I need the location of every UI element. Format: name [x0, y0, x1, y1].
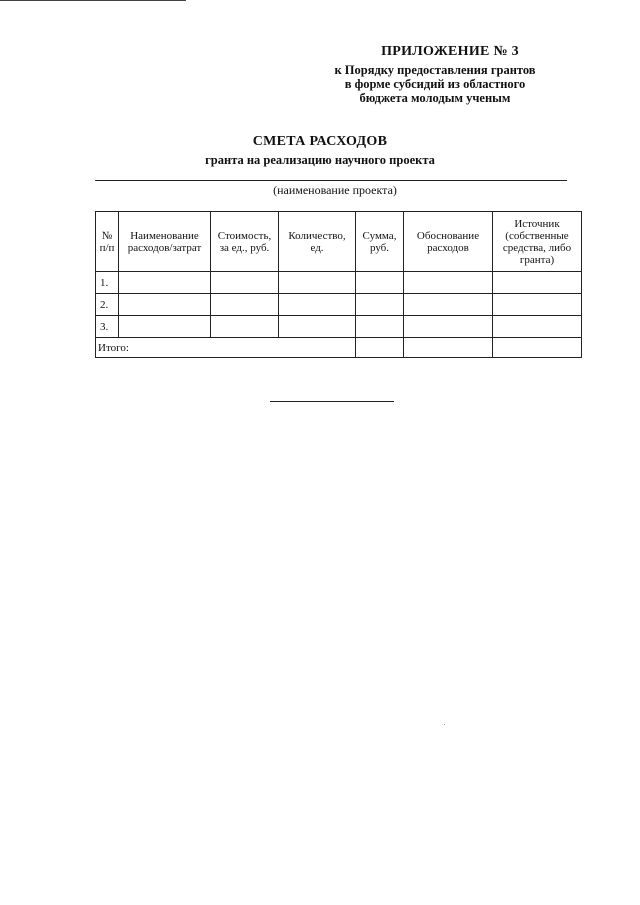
table-cell — [356, 272, 404, 294]
table-cell — [279, 316, 356, 338]
budget-table — [95, 211, 582, 358]
header-cell-justification: Обоснование расходов — [404, 212, 493, 272]
closing-rule — [270, 401, 394, 402]
row-number: 2. — [96, 294, 119, 316]
table-cell — [493, 272, 582, 294]
scan-speck — [444, 724, 445, 725]
header-cell-source: Источник (собственные средства, либо гранта) — [493, 212, 582, 272]
header-cell-quantity: Количество, ед. — [279, 212, 356, 272]
table-cell — [356, 294, 404, 316]
appendix-subtitle-line: бюджета молодым ученым — [359, 91, 511, 105]
table-row — [96, 316, 582, 338]
appendix-subtitle — [290, 63, 580, 105]
table-row — [96, 294, 582, 316]
row-number: 1. — [96, 272, 119, 294]
estimate-subtitle: гранта на реализацию научного проекта — [205, 153, 435, 167]
table-cell — [493, 316, 582, 338]
appendix-title: ПРИЛОЖЕНИЕ № 3 — [381, 44, 519, 59]
appendix-subtitle-line: к Порядку предоставления грантов — [334, 63, 536, 77]
header-cell-sum: Сумма, руб. — [356, 212, 404, 272]
table-header-row — [96, 212, 582, 272]
project-name-caption: (наименование проекта) — [273, 183, 397, 197]
header-cell-number: № п/п — [96, 212, 119, 272]
header-cell-expense-name: Наименование расходов/затрат — [119, 212, 211, 272]
table-cell — [404, 272, 493, 294]
total-label: Итого: — [96, 338, 356, 358]
table-cell — [211, 316, 279, 338]
table-cell — [404, 316, 493, 338]
header-cell-unit-cost: Стоимость, за ед., руб. — [211, 212, 279, 272]
table-cell — [119, 294, 211, 316]
appendix-subtitle-line: в форме субсидий из областного — [344, 77, 526, 91]
project-name-line — [95, 180, 567, 181]
table-cell — [279, 272, 356, 294]
row-number: 3. — [96, 316, 119, 338]
table-cell — [279, 294, 356, 316]
table-cell — [119, 272, 211, 294]
total-sum-cell — [356, 338, 404, 358]
table-total-row — [96, 338, 582, 358]
table-cell — [493, 338, 582, 358]
table-cell — [356, 316, 404, 338]
table-cell — [493, 294, 582, 316]
top-rule — [0, 0, 186, 1]
table-cell — [211, 272, 279, 294]
table-row — [96, 272, 582, 294]
table-cell — [119, 316, 211, 338]
estimate-title: СМЕТА РАСХОДОВ — [252, 134, 388, 149]
table-cell — [404, 294, 493, 316]
table-cell — [404, 338, 493, 358]
table-cell — [211, 294, 279, 316]
